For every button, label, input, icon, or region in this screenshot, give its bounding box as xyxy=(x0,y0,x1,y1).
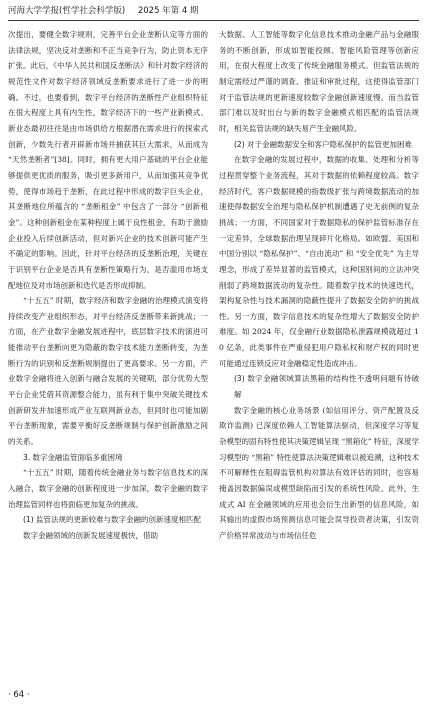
subsection-heading: (1) 监管法规的更新较难与数字金融的创新速度相匹配 xyxy=(23,515,202,525)
right-column xyxy=(219,27,419,682)
subsection-heading: (3) 数字金融领域算法黑箱的结构性不透明问题有待破解 xyxy=(234,374,419,400)
journal-title: 河海大学学报(哲学社会科学版) xyxy=(8,6,126,16)
paragraph: 数字金融的核心业务场景 (如信用评分、资产配置及反欺诈监测) 已深度依赖人工智能算法驱动，但深度学习等复杂模型的固有特性使其决策逻辑呈现 “黑箱化” 特征，深度学习模型的 “黑箱” 特性使算法决策逻辑难以被追溯，这种技术不可解释性在阻碍监管机构对算法有效评估的同时，也容易掩盖因数据偏误或模型缺陷而引发的系统性风险。此外，生成式 AI 在金融领域的应用也会衍生出新型的信息风险，如其输出的虚假市场预测信息可能会误导投资者决策，引发资产价格异常波动与市场信任危 xyxy=(219,405,419,540)
paragraph: “十五五” 时期，随着传统金融业务与数字信息技术的深入融合，数字金融的创新程度进一步加深，数字金融的数字治理监管同样也将面临更加复杂的挑战。 xyxy=(8,468,208,509)
paragraph: 在数字金融的发展过程中，数据的收集、处理和分析等过程贯穿整个业务流程，其对于数据的依赖程度较高。数字经济时代，客户数据规模的指数级扩张与跨境数据流动的加速使得数据安全治理与隐私保护机制遭遇了史无前例的复杂挑战；一方面，不同国家对于数据隐私的保护监管标准存在一定差异，全球数据治理呈现碎片化格局。如欧盟、美国和中国分别以 “隐私保护”、“自由流动” 和 “安全优先” 为主导理念，形成了差异显著的监管模式，这种国别间的立法冲突削弱了跨境数据流动的复杂性。随着数字技术的快速迭代，架构复杂性与技术漏洞的隐蔽性提升了数据安全防护的挑战性。另一方面，数字信息技术的复杂性增大了数据安全防护难度。如 2024 年，仅金融行业数据隐私泄露规模就超过 10 亿条，此类事件在严重侵犯用户隐私权和财产权的同时更可能通过连锁反应对金融稳定性造成冲击。 xyxy=(219,155,419,368)
paragraph: “十五五” 时期，数字经济和数字金融的治理模式演变将持续改变产业组织形态，对平台经济反垄断带来新挑战；一方面，在产业数字金融发展进程中，底层数字技术的演进可能推动平台垄断向更为隐蔽的数字技术能力垄断转变，为垄断行为的识别和反垄断规制提出了更高要求。另一方面，产业数字金融将进入创新与融合发展的关键期，部分优势大型平台企业凭借其资源整合能力，虽有利于集中突破关键技术创新研发并加速形成产业互联网新业态，但同时也可能加剧平台垄断现象，需要平衡好反垄断规制与保护创新激励之间的关系。 xyxy=(8,296,208,447)
paragraph: 数字金融领域的创新发展速度极快，借助 xyxy=(23,531,158,540)
paragraph: 大数据、人工智能等数字化信息技术推动金融产品与金融服务的不断创新，形成如智能投顾、智能风险管理等创新应用，在很大程度上改变了传统金融服务模式。但监管法规的制定需经过严谨的调查、推证和审批过程，这使得监管部门对于监管法规的更新速度较数字金融创新速度慢。而当监管部门难以及时出台与新的数字金融模式相匹配的监管法规时，相关监管法规的缺失易产生金融风险。 xyxy=(219,30,419,133)
subsection-heading: (2) 对于金融数据安全和客户隐私保护的监管更加困难 xyxy=(234,139,413,149)
issue-label: 2025 年第 4 期 xyxy=(137,6,199,16)
running-header xyxy=(8,4,419,18)
paragraph: 次提出，要健全数字规则，完善平台企业垄断认定等方面的法律法规，坚决反对垄断和不正当竞争行为，防止资本无序扩张。此后，《中华人民共和国反垄断法》和针对数字经济的规范性文件对数字经济领域反垄断要求进行了进一步的明确。不过，也要看到，数字平台经济的垄断性产业组织特征在很大程度上具有内生性，数字经济下的一些产业新模式、新业态最初往往是由市场供给方根据潜在需求进行的探索式创新，少数先行者开辟新市场并捕获其巨大需求，从而成为 “天然垄断者”[38]。同时，拥有更大用户基础的平台企业能够提供更优质的服务，吸引更多新用户，从而加强其竞争优势，使得市场趋于垄断，在此过程中形成的数字巨头企业，其垄断地位所蕴含的 “垄断租金” 中包含了一部分 “创新租金”。这种创新租金在某种程度上属于良性租金，有助于激励企业投入后续创新活动，但对新兴企业的技术创新可能产生不确定的影响。因此，针对平台经济的反垄断治理，关键在于识别平台企业是否具有垄断性策略行为，是否滥用市场支配地位及对市场创新和迭代是否形成抑制。 xyxy=(8,30,208,290)
left-column xyxy=(8,27,208,682)
page-number: · 64 · xyxy=(8,690,30,700)
section-heading: 3. 数字金融监管面临多重困境 xyxy=(23,452,123,462)
header-rule xyxy=(8,20,419,21)
